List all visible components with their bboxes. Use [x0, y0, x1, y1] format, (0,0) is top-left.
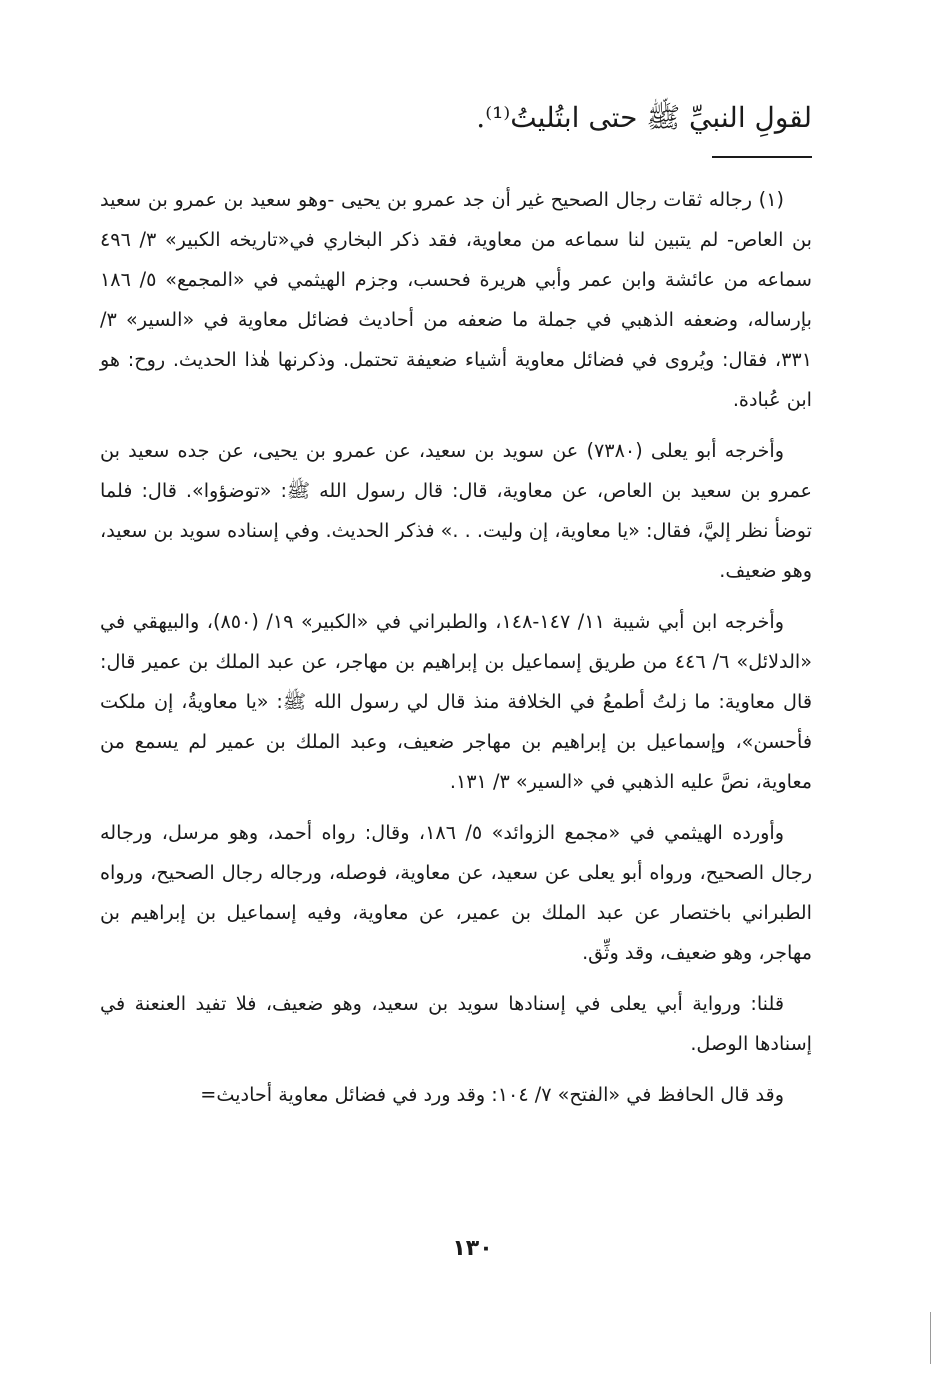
- footnote-paragraph-1: (١) رجاله ثقات رجال الصحيح غير أن جد عمرو بن يحيى -وهو سعيد بن عمرو بن سعيد بن العاص- لم يتبين لنا سماعه من معاوية، فقد ذكر البخاري في«تاريخه الكبير» ٣/ ٤٩٦ سماعه من عائشة وابن عمر وأبي هريرة فحسب، وجزم الهيثمي في «المجمع» ٥/ ١٨٦ بإرساله، وضعفه الذهبي في جملة ما ضعفه من أحاديث فضائل معاوية في «السير» ٣/ ٣٣١، فقال: ويُروى في فضائل معاوية أشياء ضعيفة تحتمل. وذكرنها هٰذا الحديث. روح: هو ابن عُبادة.: [100, 188, 812, 411]
- page-number: ١٣٠: [452, 1236, 493, 1261]
- footnote-paragraph-4: وأورده الهيثمي في «مجمع الزوائد» ٥/ ١٨٦، وقال: رواه أحمد، وهو مرسل، ورجاله رجال الصحيح، ورواه أبو يعلى عن سعيد، عن معاوية، فوصله، ورجاله رجال الصحيح، ورواه الطبراني باختصار عن عبد الملك بن عمير، عن معاوية، وفيه إسماعيل بن إبراهيم بن مهاجر، وهو ضعيف، وقد وثِّق.: [100, 821, 812, 964]
- footnote-paragraph-5: قلنا: ورواية أبي يعلى في إسنادها سويد بن سعيد، وهو ضعيف، فلا تفيد العنعنة في إسنادها الوصل.: [100, 992, 812, 1055]
- footnote-separator: [712, 156, 812, 158]
- footnote-paragraph-6: وقد قال الحافظ في «الفتح» ٧/ ١٠٤: وقد ورد في فضائل معاوية أحاديث=: [200, 1083, 784, 1106]
- main-text-line: لقولِ النبيِّ ﷺ حتى ابتُليتُ⁽¹⁾.: [476, 101, 812, 134]
- page-body: [100, 96, 812, 1126]
- scan-edge-mark: [930, 1312, 931, 1364]
- footnote-paragraph-3: وأخرجه ابن أبي شيبة ١١/ ١٤٧-١٤٨، والطبراني في «الكبير» ١٩/ (٨٥٠)، والبيهقي في «الدلائل» ٦/ ٤٤٦ من طريق إسماعيل بن إبراهيم بن مهاجر، عن عبد الملك بن عمير قال: قال معاوية: ما زلتُ أطمعُ في الخلافة منذ قال لي رسول الله ﷺ: «يا معاويةُ، إن ملكت فأحسن»، وإسماعيل بن إبراهيم بن مهاجر ضعيف، وعبد الملك بن عمير لم يسمع من معاوية، نصَّ عليه الذهبي في «السير» ٣/ ١٣١.: [100, 610, 812, 793]
- footnote-paragraph-2: وأخرجه أبو يعلى (٧٣٨٠) عن سويد بن سعيد، عن عمرو بن يحيى، عن جده سعيد بن عمرو بن سعيد بن العاص، عن معاوية، قال: قال رسول الله ﷺ: «توضؤوا». قال: فلما توضأ نظر إليَّ، فقال: «يا معاوية، إن وليت. . .» فذكر الحديث. وفي إسناده سويد بن سعيد، وهو ضعيف.: [100, 439, 812, 582]
- footnotes-section: [100, 180, 812, 1115]
